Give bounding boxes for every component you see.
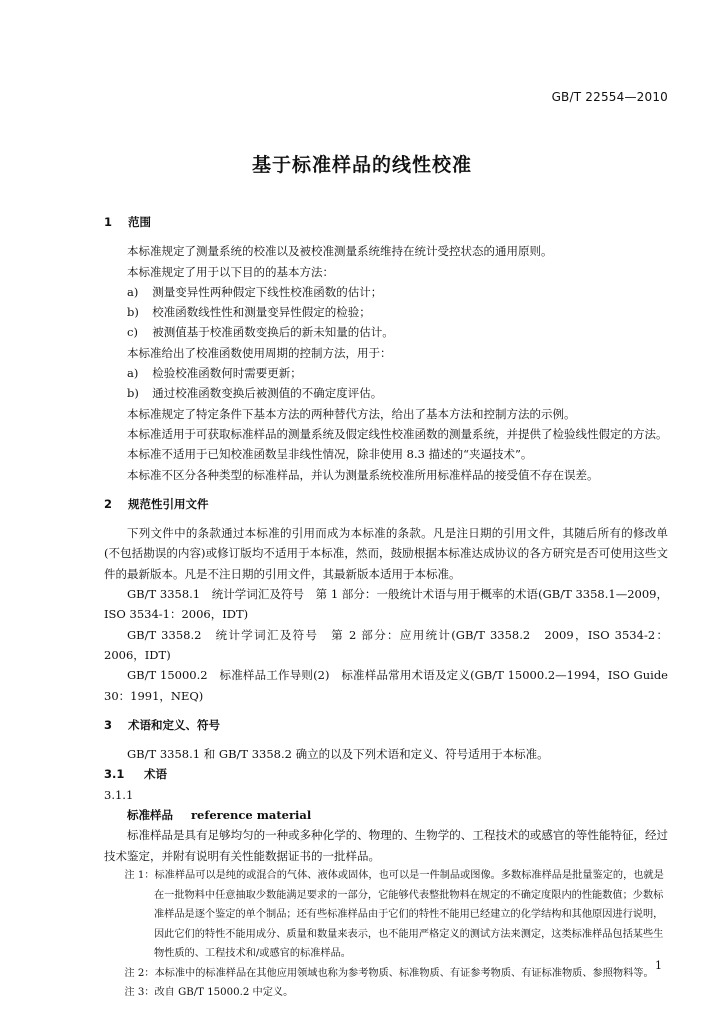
note-text: 注 1：标准样品可以是纯的或混合的气体、液体或固体，也可以是一件制品或图像。多数标准样品是批量鉴定的，也就是在一批物料中任意抽取少数能满足要求的一部分，它能够代表整批物料在规定的不确定度限内的性能数值；少数标准样品是逐个鉴定的单个制品；还有些标准样品由于它们的特性不能用已经建立的化学结构和其他原因进行说明，因此它们的特性不能用成分、质量和数量来表示，也不能用严格定义的测试方法来测定，这类标准样品包括某些生物性质的、工程技术和/或感官的标准样品。	[124, 869, 664, 960]
list-item	[104, 383, 668, 403]
section-number: 2	[104, 496, 113, 511]
section-3-heading	[104, 715, 668, 735]
paragraph: 本标准规定了测量系统的校准以及被校准测量系统维持在统计受控状态的通用原则。	[127, 244, 553, 259]
document-title: 基于标准样品的线性校准	[251, 154, 472, 176]
paragraph: 本标准规定了用于以下目的的基本方法：	[127, 264, 334, 279]
page-number: 1	[655, 959, 662, 972]
list-text: 被测值基于校准函数变换后的新未知量的估计。	[152, 325, 394, 340]
term-chinese: 标准样品	[127, 808, 173, 823]
list-item	[104, 322, 668, 342]
note	[104, 866, 668, 964]
section-title: 术语和定义、符号	[128, 717, 220, 732]
list-item	[104, 282, 668, 302]
list-item	[104, 363, 668, 383]
list-mark: c)	[127, 325, 138, 340]
section-title: 范围	[128, 215, 151, 229]
list-text: 检验校准函数何时需要更新；	[152, 366, 302, 381]
list-text: 校准函数线性性和测量变异性假定的检验；	[152, 305, 371, 320]
note	[104, 964, 668, 984]
paragraph: 本标准不区分各种类型的标准样品，并认为测量系统校准所用标准样品的接受值不存在误差。	[127, 467, 599, 482]
list-text: 通过校准函数变换后被测值的不确定度评估。	[152, 386, 383, 401]
reference-item: GB/T 3358.2 统计学词汇及符号 第 2 部分：应用统计(GB/T 3358.2 2009，ISO 3534-2：2006，IDT)	[104, 627, 668, 662]
section-1-heading	[104, 212, 668, 232]
subsection-number: 3.1	[104, 767, 125, 782]
note-text: 注 2：本标准中的标准样品在其他应用领域也称为参考物质、标准物质、有证参考物质、有证标准物质、参照物料等。	[124, 967, 654, 979]
paragraph: 本标准适用于可获取标准样品的测量系统及假定线性校准函数的测量系统，并提供了检验线性假定的方法。	[127, 426, 668, 441]
standard-code: GB/T 22554—2010	[551, 90, 668, 104]
term-english: reference material	[191, 808, 312, 823]
paragraph: 本标准不适用于已知校准函数呈非线性情况，除非使用 8.3 描述的“夹逼技术”。	[127, 447, 533, 462]
term-entry	[104, 805, 668, 825]
clause-number: 3.1.1	[104, 787, 134, 802]
paragraph: GB/T 3358.1 和 GB/T 3358.2 确立的以及下列术语和定义、符号适用于本标准。	[127, 747, 549, 762]
subsection-title: 术语	[144, 767, 167, 782]
paragraph: 下列文件中的条款通过本标准的引用而成为本标准的条款。凡是注日期的引用文件，其随后所有的修改单(不包括勘误的内容)或修订版均不适用于本标准，然而，鼓励根据本标准达成协议的各方研究是否可使用这些文件的最新版本。凡是不注日期的引用文件，其最新版本适用于本标准。	[104, 526, 668, 581]
reference-item: GB/T 3358.1 统计学词汇及符号 第 1 部分：一般统计术语与用于概率的术语(GB/T 3358.1—2009，ISO 3534-1：2006，IDT)	[104, 587, 668, 622]
paragraph: 本标准规定了特定条件下基本方法的两种替代方法，给出了基本方法和控制方法的示例。	[127, 406, 576, 421]
term-definition: 标准样品是具有足够均匀的一种或多种化学的、物理的、生物学的、工程技术的或感官的等性能特征，经过技术鉴定，并附有说明有关性能数据证书的一批样品。	[104, 828, 668, 863]
section-number: 1	[104, 215, 113, 229]
list-item	[104, 302, 668, 322]
list-mark: b)	[127, 305, 139, 320]
list-text: 测量变异性两种假定下线性校准函数的估计；	[152, 284, 383, 299]
note	[104, 983, 668, 1003]
section-2-heading	[104, 494, 668, 514]
reference-item: GB/T 15000.2 标准样品工作导则(2) 标准样品常用术语及定义(GB/T 15000.2—1994，ISO Guide 30：1991，NEQ)	[104, 668, 668, 703]
note-text: 注 3：改自 GB/T 15000.2 中定义。	[124, 987, 294, 999]
subsection-heading	[104, 764, 668, 784]
section-title: 规范性引用文件	[128, 496, 209, 511]
paragraph: 本标准给出了校准函数使用周期的控制方法，用于：	[127, 345, 392, 360]
document-body	[104, 212, 668, 1003]
list-mark: b)	[127, 386, 139, 401]
list-mark: a)	[127, 284, 139, 299]
list-mark: a)	[127, 366, 139, 381]
section-number: 3	[104, 717, 113, 732]
